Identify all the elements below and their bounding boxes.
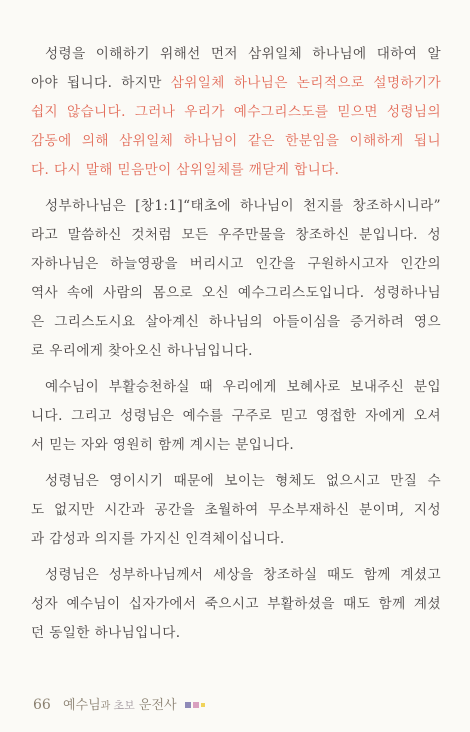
square-icon: [193, 702, 199, 708]
book-title: 예수님과 초보 운전사: [62, 698, 177, 713]
body-line: 은 그리스도시요 살아계신 하나님의 아들이심을 증거하려 영으: [31, 314, 441, 330]
highlighted-text: 감동에 의해 삼위일체 하나님이 같은 한분임을 이해하게 됩니: [31, 133, 441, 149]
body-text: 아야 됩니다. 하지만: [31, 75, 171, 91]
highlighted-text: 다. 다시 말해 믿음만이 삼위일체를 깨닫게 합니다.: [31, 162, 340, 178]
highlighted-text: 삼위일체 하나님은 논리적으로 설명하기가: [170, 75, 441, 91]
body-line: 서 믿는 자와 영원히 함께 계시는 분입니다.: [31, 437, 295, 453]
body-line: [31, 101, 441, 123]
page-footer: [33, 694, 207, 716]
highlighted-text: 쉽지 않습니다. 그러나 우리가 예수그리스도를 믿으면 성령님의: [31, 104, 441, 120]
square-icon: [185, 702, 191, 708]
body-line: 던 동일한 하나님입니다.: [31, 625, 181, 641]
body-line: 니다. 그리고 성령님은 예수를 구주로 믿고 영접한 자에게 오셔: [31, 408, 441, 424]
body-line: 성부하나님은 [창1:1]“태초에 하나님이 천지를 창조하시니라”: [45, 198, 441, 214]
body-line: 성령님은 영이시기 때문에 보이는 형체도 없으시고 만질 수: [45, 473, 441, 489]
decorative-squares: [185, 695, 207, 717]
body-line: [31, 72, 441, 94]
body-line: 로 우리에게 찾아오신 하나님입니다.: [31, 343, 253, 359]
body-line: 성자 예수님이 십자가에서 죽으시고 부활하셨을 때도 함께 계셨: [31, 596, 441, 612]
body-line: 역사 속에 사람의 몸으로 오신 예수그리스도입니다. 성령하나님: [31, 285, 441, 301]
body-line: 과 감성과 의지를 가지신 인격체이십니다.: [31, 531, 285, 547]
body-line: 자하나님은 하늘영광을 버리시고 인간을 구원하시고자 인간의: [31, 256, 441, 272]
body-line: 예수님이 부활승천하실 때 우리에게 보혜사로 보내주신 분입: [45, 379, 441, 395]
page-number: 66: [33, 697, 51, 713]
body-line: 성령님은 성부하나님께서 세상을 창조하실 때도 함께 계셨고: [45, 567, 441, 583]
body-line: [31, 130, 441, 152]
square-icon: [201, 703, 205, 707]
body-line: 도 없지만 시간과 공간을 초월하여 무소부재하신 분이며, 지성: [31, 502, 441, 518]
body-line: 성령을 이해하기 위해선 먼저 삼위일체 하나님에 대하여 알: [45, 46, 441, 62]
body-line: [31, 159, 441, 181]
body-line: 라고 말씀하신 것처럼 모든 우주만물을 창조하신 분입니다. 성: [31, 227, 441, 243]
